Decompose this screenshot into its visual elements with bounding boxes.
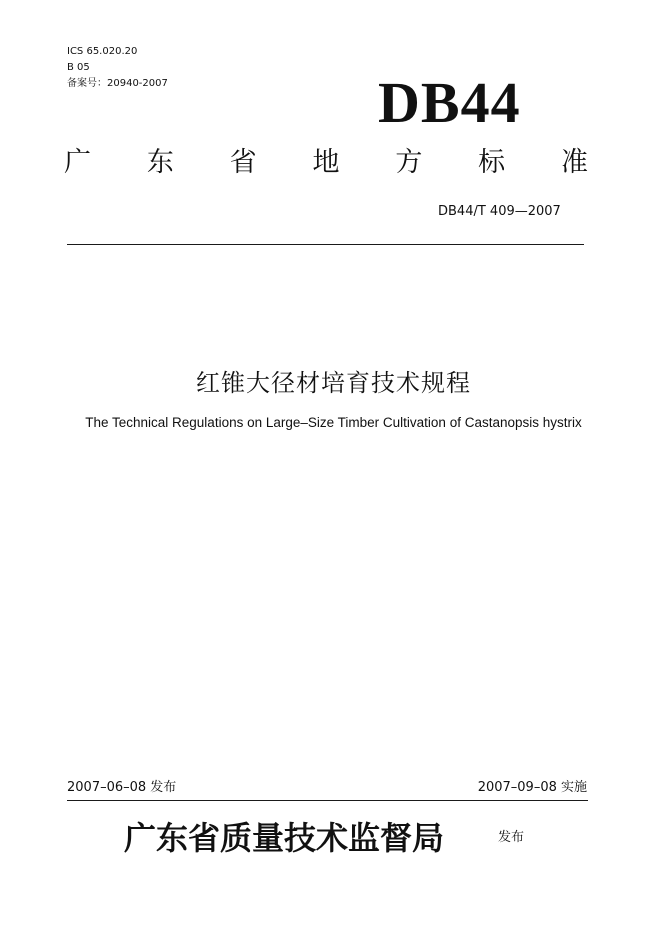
standard-type-char: 广 [64,147,91,178]
implementation-date: 2007–09–08 实施 [477,780,587,795]
issuing-authority: 广东省质量技术监督局 [124,819,445,857]
title-english: The Technical Regulations on Large–Size Timber Cultivation of Castanopsis hystrix [85,415,582,430]
standard-number: DB44/T 409—2007 [438,204,561,219]
top-divider [67,244,584,245]
standard-type-char: 准 [560,147,588,178]
issuing-label: 发布 [498,830,525,845]
standard-code-logo: DB44 [378,70,521,135]
standard-type-char: 省 [229,147,257,178]
standard-type-char: 方 [395,147,423,178]
ics-code: ICS 65.020.20 [67,46,138,57]
standard-type-char: 标 [478,147,506,178]
standard-type-heading [64,140,588,186]
issue-date: 2007–06–08 发布 [67,780,177,795]
record-number: 备案号：20940-2007 [67,78,168,89]
ccs-code: B 05 [67,62,90,73]
standard-type-char: 地 [312,147,340,178]
standard-type-char: 东 [146,147,174,178]
bottom-divider [67,800,588,801]
title-chinese: 红锥大径材培育技术规程 [196,369,471,397]
